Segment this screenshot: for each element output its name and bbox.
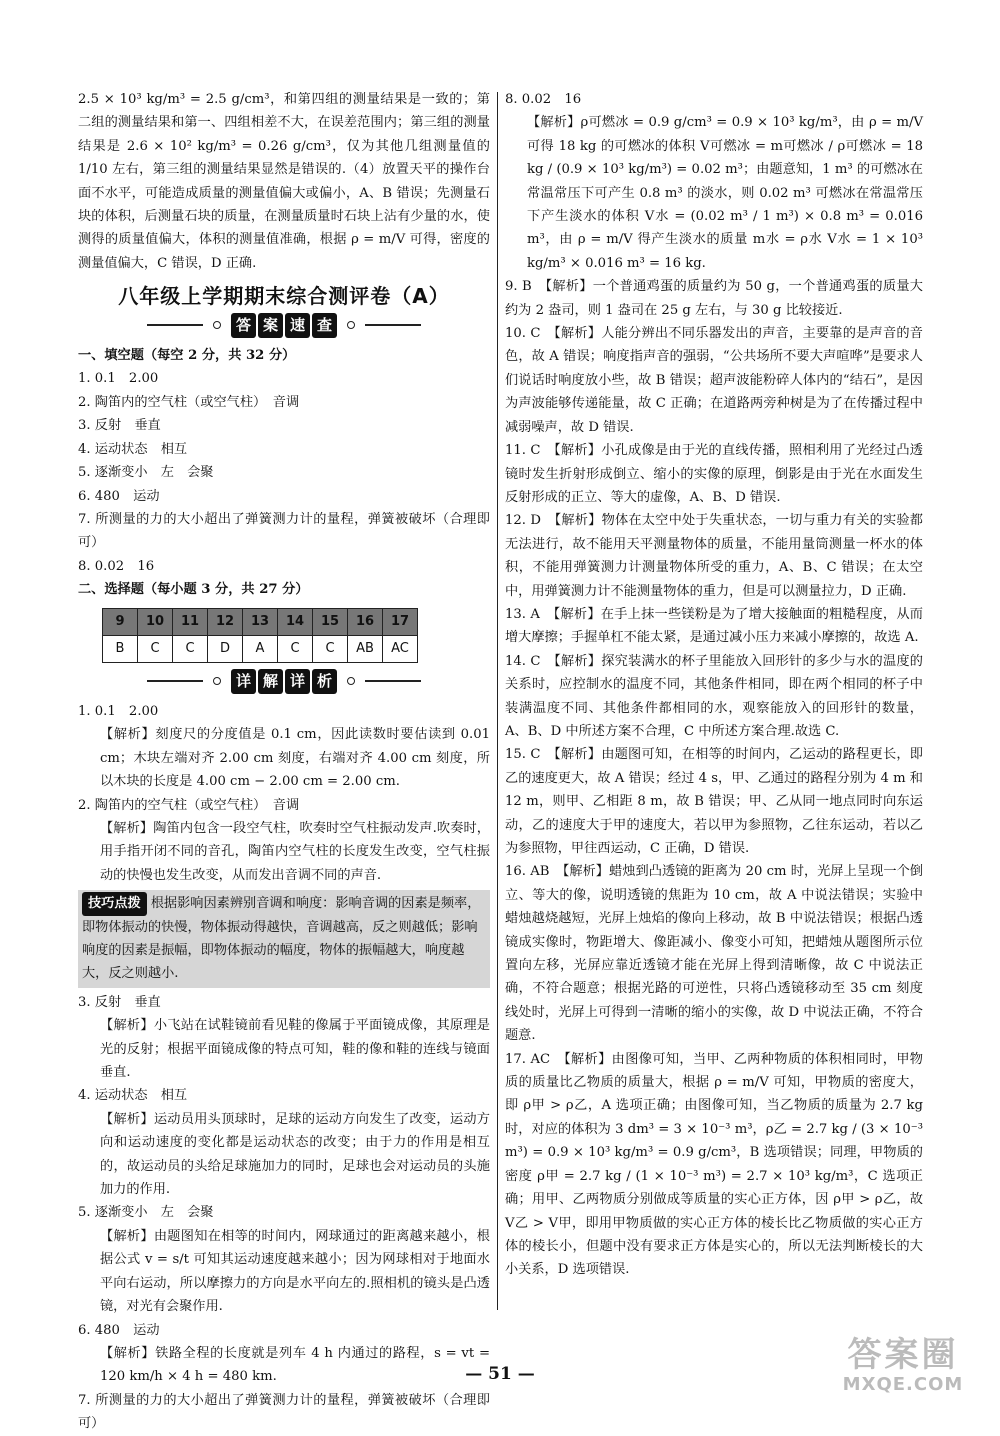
answer-cell: D — [208, 635, 243, 662]
analysis-text: 【解析】陶笛内包含一段空气柱，吹奏时空气柱振动发声.吹奏时，用手指开闭不同的音孔，陶笛内空气柱的长度发生改变，空气柱振动的快慢也发生改变，从而发出音调不同的声音. — [100, 820, 490, 883]
banner-char: 详 — [285, 669, 310, 694]
right-column — [505, 88, 923, 1282]
analysis-answer: 2. 陶笛内的空气柱（或空气柱） 音调 — [78, 797, 300, 813]
question-number-cell: 9 — [103, 608, 138, 635]
banner-char: 解 — [258, 669, 283, 694]
answer-cell: C — [138, 635, 173, 662]
column-divider — [497, 92, 498, 1310]
banner-dot — [347, 677, 355, 685]
banner-char: 查 — [312, 313, 337, 338]
answer-table-row — [103, 635, 418, 662]
answer-cell: C — [313, 635, 348, 662]
banner-char: 案 — [258, 313, 283, 338]
question-number-cell: 15 — [313, 608, 348, 635]
choice-analysis: 10. C 【解析】人能分辨出不同乐器发出的声音，主要靠的是声音的音色，故 A 错误；响度指声音的强弱，“公共场所不要大声喧哗”是要求人们说话时响度放小些，故 B 错误；超声波能粉碎人体内的“结石”，是因为声波能够传递能量，故 C 正确；在道路两旁种树是为了在传播过程中减弱噪声，故 D 错误. — [505, 326, 923, 435]
question-number-cell: 12 — [208, 608, 243, 635]
question-number-cell: 10 — [138, 608, 173, 635]
answer-cell: B — [103, 635, 138, 662]
tip-label: 技巧点拨 — [82, 892, 147, 915]
answer-cell: C — [173, 635, 208, 662]
choice-analysis: 12. D 【解析】物体在太空中处于失重状态，一切与重力有关的实验都无法进行，故不能用天平测量物体的质量，不能用量筒测量一杯水的体积，不能用弹簧测力计测量物体所受的重力，A、B、C 错误；在太空中，用弹簧测力计不能测量物体的重力，但是可以测量拉力，D 正确. — [505, 513, 923, 599]
intro-paragraph: 2.5 × 10³ kg/m³ = 2.5 g/cm³，和第四组的测量结果是一致的；第二组的测量结果和第一、四组相差不大，在误差范围内；第三组的测量结果是 2.6 × 10² kg/m³ = 0.26 g/cm³，仅为其他几组测量值的 1/10 左右，第三组的测量结果显然是错误的.（4）放置天平的操作台面不水平，可能造成质量的测量值偏大或偏小，A、B 错误；先测量石块的体积，后测量石块的质量，在测量质量时石块上沾有少量的水，使测得的质量值偏大，体积的测量值准确，根据 ρ = m/V 可得，密度的测量值偏大，C 错误，D 正确. — [78, 92, 490, 271]
choice-analysis: 17. AC 【解析】由图像可知，当甲、乙两种物质的体积相同时，甲物质的质量比乙物质的质量大，根据 ρ = m/V 可知，甲物质的密度大，即 ρ甲 > ρ乙，A 选项正确；由图像可知，当乙物质的质量为 2.7 kg 时，对应的体积为 3 dm³ = 3 × 10⁻³ m³，ρ乙 = 2.7 kg / (3 × 10⁻³ m³) = 0.9 × 10³ kg/m³ = 0.9 g/cm³，B 选项错误；同理，甲物质的密度 ρ甲 = 2.7 kg / (1 × 10⁻³ m³) = 2.7 × 10³ kg/m³，C 选项正确；用甲、乙两物质分别做成等质量的实心正方体，因 ρ甲 > ρ乙，故 V乙 > V甲，即用甲物质做的实心正方体的棱长比乙物质做的实心正方体的棱长小，但题中没有要求正方体是实心的，所以无法判断棱长的大小关系，D 选项错误. — [505, 1051, 923, 1278]
analysis-answer: 3. 反射 垂直 — [78, 994, 161, 1010]
tip-text: 根据影响因素辨别音调和响度：影响音调的因素是频率，即物体振动的快慢，物体振动得越快，音调越高，反之则越低；影响响度的因素是振幅，即物体振动的幅度，物体的振幅越大，响度越大，反之则越小. — [82, 896, 481, 982]
tip-box — [78, 890, 490, 988]
banner-char: 答 — [231, 313, 256, 338]
banner-char: 详 — [231, 669, 256, 694]
watermark-logo — [818, 1336, 988, 1396]
answer-item: 7. 所测量的力的大小超出了弹簧测力计的量程，弹簧被破坏（合理即可） — [78, 511, 490, 551]
answer-item: 2. 陶笛内的空气柱（或空气柱） 音调 — [78, 394, 300, 410]
analysis-text: 【解析】刻度尺的分度值是 0.1 cm，因此读数时要估读到 0.01 cm；木块左端对齐 2.00 cm 刻度，右端对齐 4.00 cm 刻度，所以木块的长度是 4.00 cm − 2.00 cm = 2.00 cm. — [100, 727, 490, 790]
answer-item: 6. 480 运动 — [78, 488, 160, 504]
choice-analysis: 13. A 【解析】在手上抹一些镁粉是为了增大接触面的粗糙程度，从而增大摩擦；手握单杠不能太紧，是通过减小压力来减小摩擦的，故选 A. — [505, 606, 923, 646]
watermark-url: MXQE.COM — [842, 1374, 964, 1395]
analysis-text: 【解析】铁路全程的长度就是列车 4 h 内通过的路程，s = vt = 120 km/h × 4 h = 480 km. — [100, 1345, 490, 1385]
answer-item: 8. 0.02 16 — [78, 558, 155, 574]
banner-char: 析 — [312, 669, 337, 694]
answer-cell: AC — [383, 635, 418, 662]
watermark-text: 答案圈 — [847, 1335, 959, 1375]
answer-quick-check-banner — [78, 313, 490, 338]
answer-table — [102, 608, 418, 663]
section-title: 八年级上学期期末综合测评卷（A） — [118, 284, 450, 309]
choice-heading: 二、选择题（每小题 3 分，共 27 分） — [78, 582, 309, 598]
analysis-text: 【解析】运动员用头顶球时，足球的运动方向发生了改变，运动方向和运动速度的变化都是运动状态的改变；由于力的作用是相互的，故运动员的头给足球施加力的同时，足球也会对运动员的头施加力的作用. — [100, 1111, 490, 1198]
choice-analysis: 9. B 【解析】一个普通鸡蛋的质量约为 50 g，一个普通鸡蛋的质量大约为 2 盎司，则 1 盎司在 25 g 左右，与 30 g 比较接近. — [505, 279, 923, 318]
analysis-text: 【解析】由题图知在相等的时间内，网球通过的距离越来越小，根据公式 v = s/t 可知其运动速度越来越小；因为网球相对于地面水平向右运动，所以摩擦力的方向是水平向左的.照相机的镜头是凸透镜，对光有会聚作用. — [100, 1228, 490, 1315]
analysis-answer: 1. 0.1 2.00 — [78, 703, 159, 719]
answer-cell: C — [278, 635, 313, 662]
choice-analysis: 15. C 【解析】由题图可知，在相等的时间内，乙运动的路程更长，即乙的速度更大，故 A 错误；经过 4 s，甲、乙通过的路程分别为 4 m 和 12 m，则甲、乙相距 8 m，故 B 错误；甲、乙从同一地点同时向东运动，乙的速度大于甲的速度大，若以甲为参照物，乙往东运动，若以乙为参照物，甲往西运动，C 正确，D 错误. — [505, 747, 923, 856]
analysis-answer: 7. 所测量的力的大小超出了弹簧测力计的量程，弹簧被破坏（合理即可） — [78, 1392, 490, 1432]
answer-cell: A — [243, 635, 278, 662]
choice-analysis: 14. C 【解析】探究装满水的杯子里能放入回形针的多少与水的温度的关系时，应控制水的温度不同，其他条件相同，即在两个相同的杯子中装满温度不同、其他条件都相同的水，观察能放入的回形针的数量，A、B、D 中所述方案不合理，C 中所述方案合理.故选 C. — [505, 653, 923, 739]
analysis-answer: 5. 逐渐变小 左 会聚 — [78, 1205, 214, 1221]
question-number-cell: 13 — [243, 608, 278, 635]
analysis-text: 【解析】小飞站在试鞋镜前看见鞋的像属于平面镜成像，其原理是光的反射；根据平面镜成像的特点可知，鞋的像和鞋的连线与镜面垂直. — [100, 1018, 490, 1081]
answer-item: 3. 反射 垂直 — [78, 418, 161, 434]
banner-rule — [147, 324, 203, 326]
analysis-text: 【解析】ρ可燃冰 = 0.9 g/cm³ = 0.9 × 10³ kg/m³，由 ρ = m/V 可得 18 kg 的可燃冰的体积 V可燃冰 = m可燃冰 / ρ可燃冰 = 18 kg / (0.9 × 10³ kg/m³) = 0.02 m³；由题意知，1 m³ 的可燃冰在常温常压下可产生 0.8 m³ 的淡水，则 0.02 m³ 可燃冰在常温常压下产生淡水的体积 V水 = (0.02 m³ / 1 m³) × 0.8 m³ = 0.016 m³，由 ρ = m/V 得产生淡水的质量 m水 = ρ水 V水 = 1 × 10³ kg/m³ × 0.016 m³ = 16 kg. — [527, 115, 923, 271]
question-number-cell: 14 — [278, 608, 313, 635]
banner-dot — [213, 677, 221, 685]
banner-rule — [147, 680, 203, 682]
banner-rule — [365, 324, 421, 326]
answer-item: 1. 0.1 2.00 — [78, 371, 159, 387]
analysis-answer: 4. 运动状态 相互 — [78, 1088, 188, 1104]
question-number-cell: 11 — [173, 608, 208, 635]
banner-dot — [347, 321, 355, 329]
page-number: — 51 — — [465, 1364, 535, 1384]
answer-item: 5. 逐渐变小 左 会聚 — [78, 465, 214, 481]
choice-analysis: 11. C 【解析】小孔成像是由于光的直线传播，照相利用了光经过凸透镜时发生折射形成倒立、缩小的实像的原理，倒影是由于光在水面发生反射形成的正立、等大的虚像，A、B、D 错误. — [505, 443, 923, 505]
question-number-cell: 17 — [383, 608, 418, 635]
left-column — [78, 88, 490, 1436]
banner-char: 速 — [285, 313, 310, 338]
detailed-analysis-banner — [78, 669, 490, 694]
answer-table-header-row — [103, 608, 418, 635]
choice-analysis: 16. AB 【解析】蜡烛到凸透镜的距离为 20 cm 时，光屏上呈现一个倒立、等大的像，说明透镜的焦距为 10 cm，故 A 中说法错误；实验中蜡烛越烧越短，光屏上烛焰的像向上移动，故 B 中说法错误；根据凸透镜成实像时，物距增大、像距减小、像变小可知，把蜡烛从题图所示位置向左移，光屏应靠近透镜才能在光屏上得到清晰像，故 C 中说法正确，不符合题意；根据光路的可逆性，只将凸透镜移动至 35 cm 刻度线处时，光屏上可得到一清晰的缩小的实像，故 D 中说法正确，不符合题意. — [505, 864, 923, 1044]
fill-blank-heading: 一、填空题（每空 2 分，共 32 分） — [78, 348, 296, 364]
question-number-cell: 16 — [348, 608, 383, 635]
banner-rule — [365, 680, 421, 682]
answer-item: 4. 运动状态 相互 — [78, 441, 188, 457]
analysis-answer: 8. 0.02 16 — [505, 92, 582, 107]
analysis-answer: 6. 480 运动 — [78, 1322, 160, 1338]
banner-dot — [213, 321, 221, 329]
answer-cell: AB — [348, 635, 383, 662]
